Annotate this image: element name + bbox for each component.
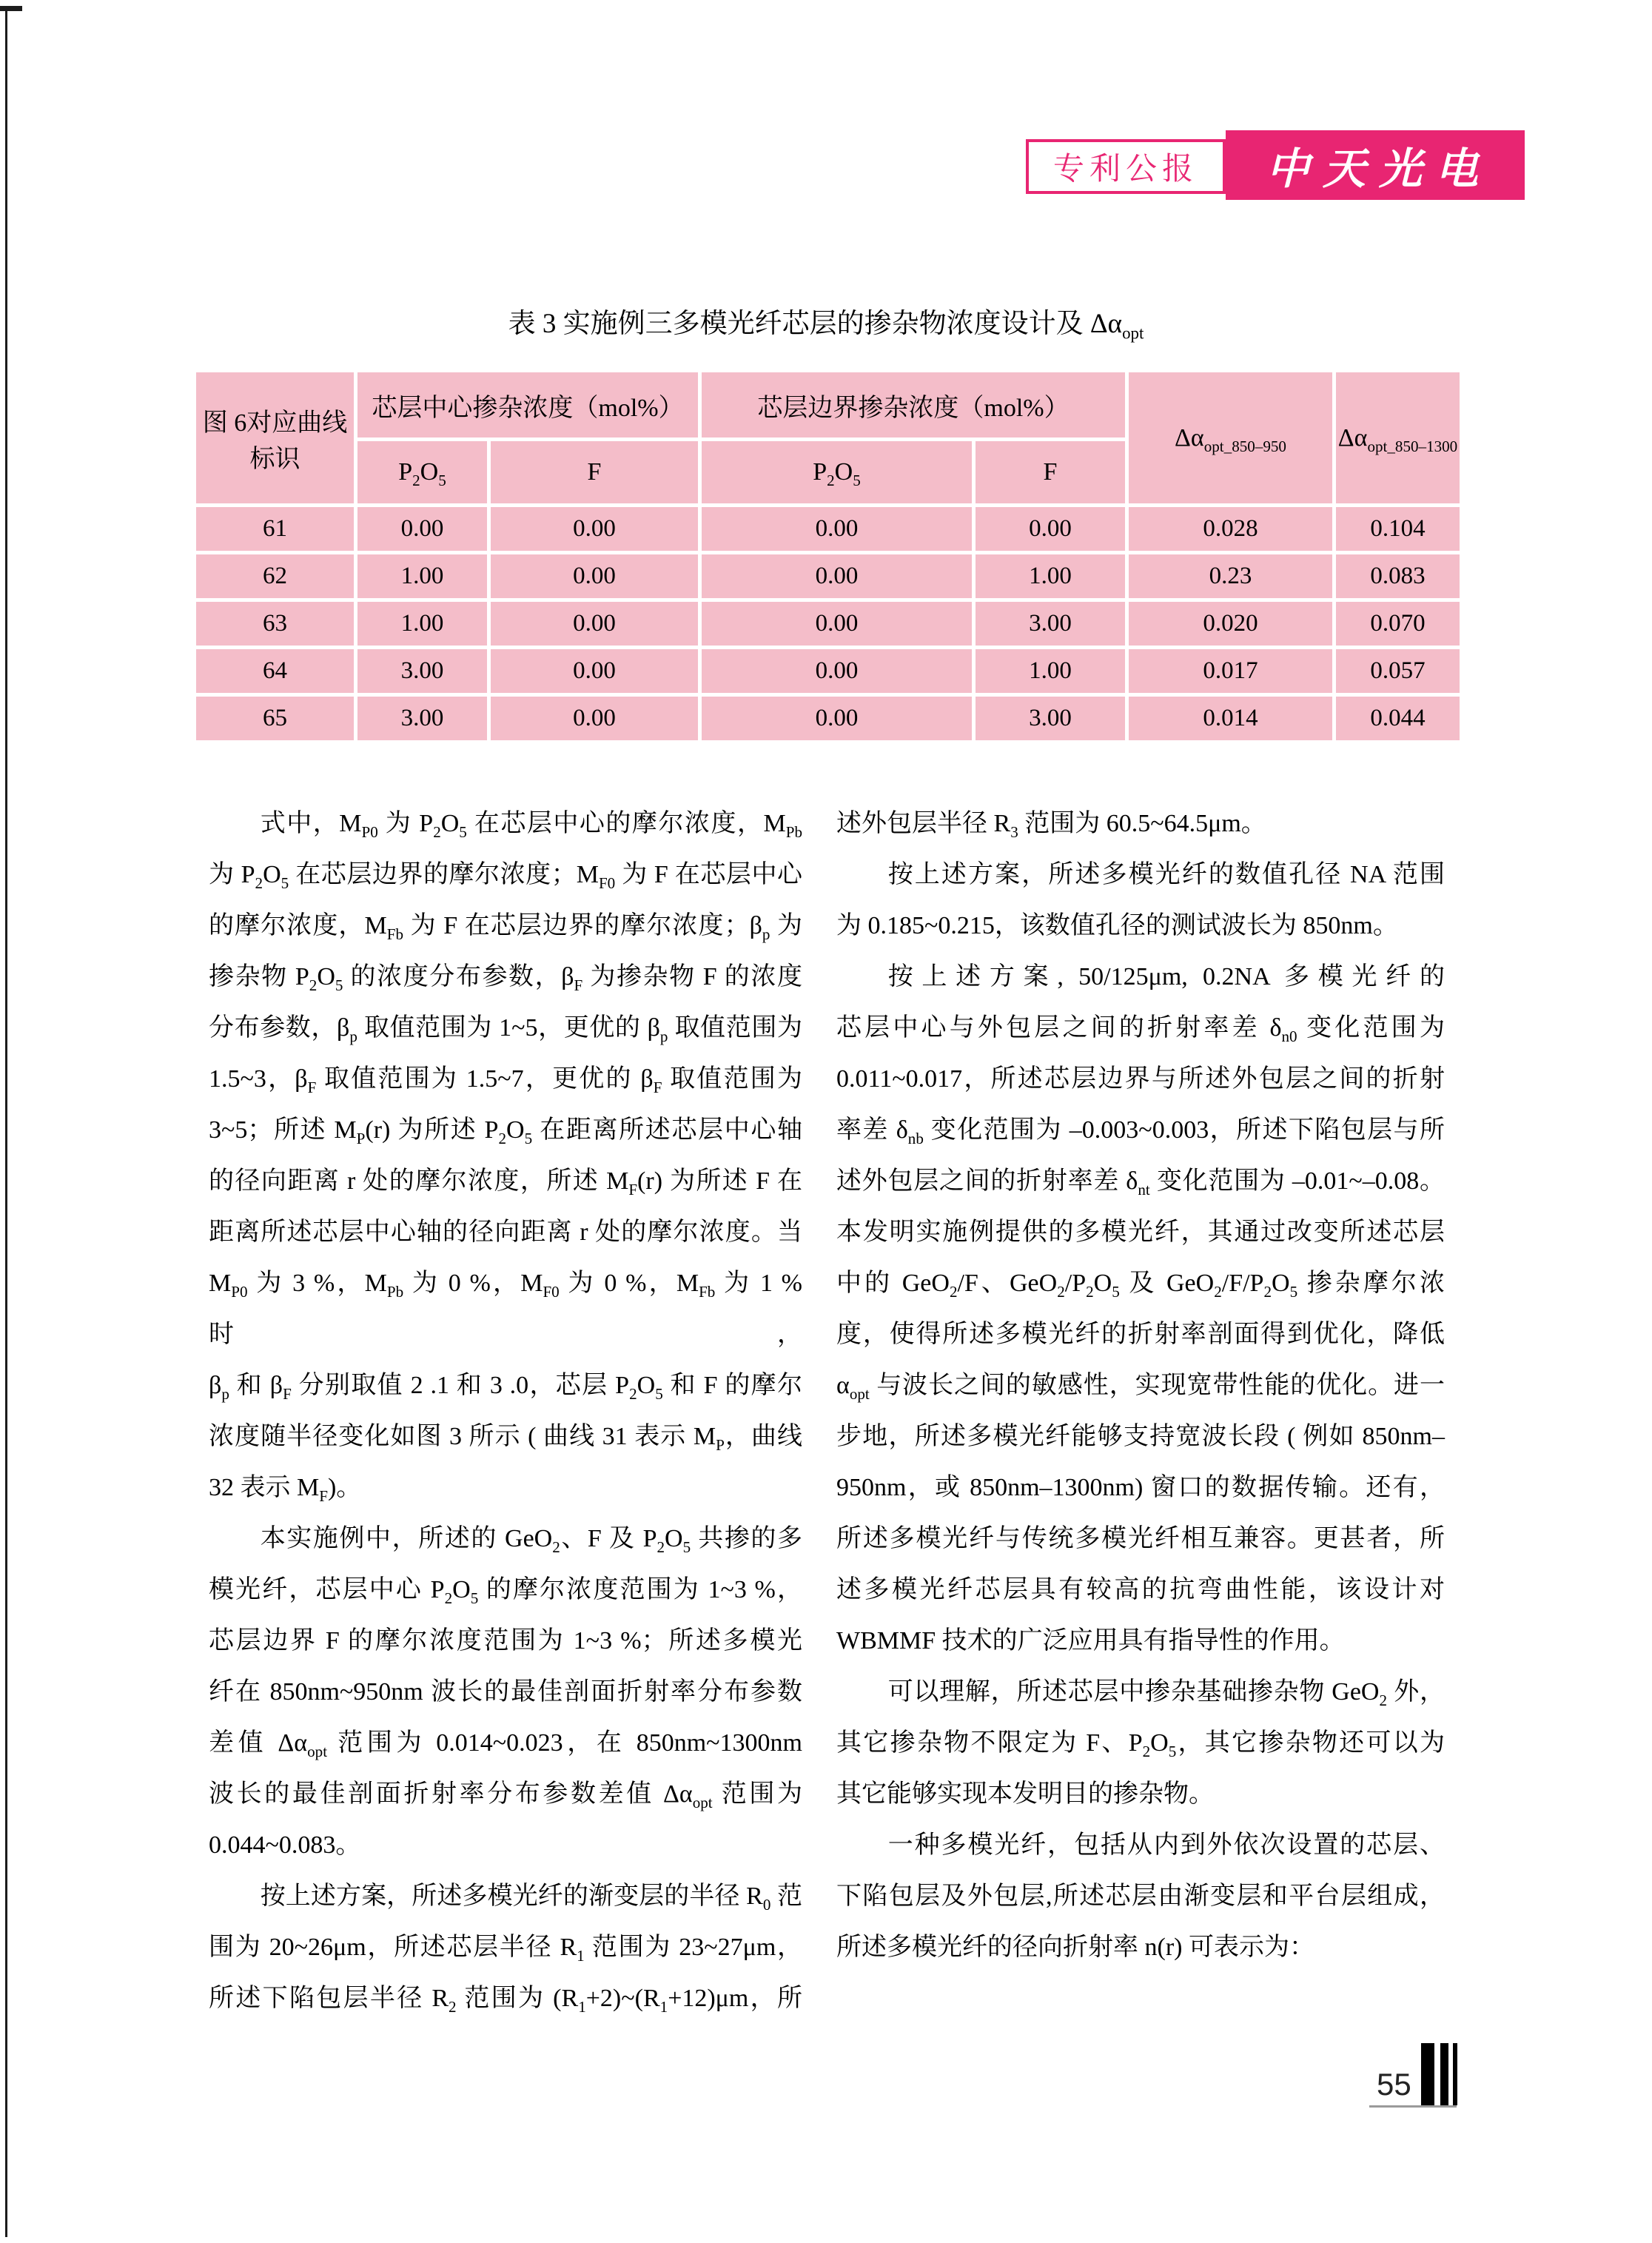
text-line: 0.044~0.083。 bbox=[209, 1831, 361, 1859]
scan-edge-line bbox=[5, 6, 7, 2237]
table-cell: 1.00 bbox=[974, 553, 1127, 600]
text-line: 本发明实施例提供的多模光纤，其通过改变所述芯层 bbox=[836, 1218, 1445, 1246]
col-header-p2o5-boundary: $P_2O_5$ bbox=[700, 440, 974, 506]
table-cell: 0.044 bbox=[1334, 695, 1462, 742]
text-line: 波长的最佳剖面折射率分布参数差值 $\Delta\alpha_{opt}$ 范围为 bbox=[209, 1780, 802, 1811]
table-cell: 0.00 bbox=[700, 506, 974, 553]
table-cell: 1.00 bbox=[974, 648, 1127, 695]
text-line: WBMMF 技术的广泛应用具有指导性的作用。 bbox=[836, 1627, 1345, 1654]
page-number: 55 bbox=[1377, 2067, 1411, 2102]
col-header-f-boundary: F bbox=[974, 440, 1127, 506]
table-cell: 62 bbox=[195, 553, 356, 600]
table-body bbox=[195, 506, 1462, 742]
text-line: 其它能够实现本发明目的掺杂物。 bbox=[836, 1780, 1214, 1808]
col-header-dalpha-850-950: $\Delta\alpha_{opt\_850-950}$ bbox=[1127, 371, 1334, 506]
table-cell: 61 bbox=[195, 506, 356, 553]
table-cell: 1.00 bbox=[356, 553, 489, 600]
table-cell: 3.00 bbox=[356, 695, 489, 742]
text-line: 芯层中心与外包层之间的折射率差 $\delta_{n0}$ 变化范围为 bbox=[836, 1014, 1445, 1045]
table-cell: 65 bbox=[195, 695, 356, 742]
table-cell: 64 bbox=[195, 648, 356, 695]
text-line: 分布参数，$\beta_p$ 取值范围为 1~5，更优的 $\beta_p$ 取值范围为 bbox=[209, 1014, 802, 1045]
text-line: 述外包层半径 $R_3$ 范围为 60.5~64.5μm。 bbox=[836, 810, 1266, 841]
table-cell: 0.057 bbox=[1334, 648, 1462, 695]
text-line: 按上述方案，所述多模光纤的数值孔径 NA 范围 bbox=[887, 861, 1445, 888]
table-cell: 63 bbox=[195, 600, 356, 648]
col-header-f-center: F bbox=[489, 440, 700, 506]
text-line: 的摩尔浓度，$M_{Fb}$ 为 F 在芯层边界的摩尔浓度；$\beta_p$ 为 bbox=[209, 912, 803, 943]
body-right-column bbox=[836, 798, 1445, 1973]
table-cell: 0.23 bbox=[1127, 553, 1334, 600]
table-cell: 0.00 bbox=[489, 648, 700, 695]
table-cell: 1.00 bbox=[356, 600, 489, 648]
text-line: 所述多模光纤的径向折射率 n(r) 可表示为： bbox=[836, 1934, 1314, 1961]
table-row bbox=[195, 600, 1462, 648]
doping-concentration-table bbox=[192, 369, 1463, 744]
brand-logo: 中天光电 bbox=[1226, 130, 1525, 200]
text-line: 下陷包层及外包层,所述芯层由渐变层和平台层组成， bbox=[836, 1882, 1445, 1910]
text-line: 本实施例中，所述的 GeO$_2$、F 及 $P_2O_5$ 共掺的多 bbox=[260, 1525, 802, 1556]
table-cell: 0.00 bbox=[974, 506, 1127, 553]
table-cell: 0.00 bbox=[356, 506, 489, 553]
table-cell: 0.00 bbox=[700, 695, 974, 742]
table-cell: 0.028 bbox=[1127, 506, 1334, 553]
table-cell: 3.00 bbox=[974, 695, 1127, 742]
text-line: 一种多模光纤，包括从内到外依次设置的芯层、 bbox=[887, 1831, 1445, 1859]
table-cell: 0.00 bbox=[700, 553, 974, 600]
patent-bulletin-badge: 专利公报 bbox=[1026, 139, 1226, 194]
col-header-dalpha-850-1300: $\Delta\alpha_{opt\_850-1300}$ bbox=[1334, 371, 1462, 506]
text-line: 距离所述芯层中心轴的径向距离 r 处的摩尔浓度。当 bbox=[209, 1218, 802, 1246]
scan-edge-tick bbox=[0, 6, 22, 11]
table-cell: 0.083 bbox=[1334, 553, 1462, 600]
text-line: 其它掺杂物不限定为 F、$P_2O_5$，其它掺杂物还可以为 bbox=[836, 1729, 1445, 1760]
footer-bar-icon bbox=[1421, 2043, 1434, 2105]
text-line: 为 0.185~0.215，该数值孔径的测试波长为 850nm。 bbox=[836, 912, 1398, 939]
col-header-curve-id: 图 6对应曲线 标识 bbox=[195, 371, 356, 506]
text-line: 32 表示 $M_F$)。 bbox=[209, 1474, 362, 1505]
text-line: $\beta_p$ 和 $\beta_F$ 分别取值 2 .1 和 3 .0，芯层 $P_2O_5$ 和 F 的摩尔 bbox=[209, 1372, 802, 1403]
text-line: 围为 20~26μm，所述芯层半径 $R_1$ 范围为 23~27μm， bbox=[209, 1934, 802, 1965]
text-line: 芯层边界 F 的摩尔浓度范围为 1~3 %；所述多模光 bbox=[209, 1627, 802, 1654]
table-title: 表 3 实施例三多模光纤芯层的掺杂物浓度设计及 $\Delta\alpha_{opt}$ bbox=[508, 309, 1144, 343]
table-row bbox=[195, 695, 1462, 742]
text-line: 式中，$M_{P0}$ 为 $P_2O_5$ 在芯层中心的摩尔浓度，$M_{Pb}$ bbox=[260, 810, 802, 841]
text-line: 度，使得所述多模光纤的折射率剖面得到优化，降低 bbox=[836, 1321, 1445, 1348]
text-line: 0.011~0.017，所述芯层边界与所述外包层之间的折射 bbox=[836, 1065, 1445, 1093]
col-header-boundary-doping-group: 芯层边界掺杂浓度（mol%） bbox=[700, 371, 1127, 440]
table-cell: 0.00 bbox=[700, 600, 974, 648]
text-line: 述外包层之间的折射率差 $\delta_{nt}$ 变化范围为 –0.01~–0.08。 bbox=[836, 1167, 1445, 1198]
table-cell: 0.00 bbox=[700, 648, 974, 695]
text-line: 所述多模光纤与传统多模光纤相互兼容。更甚者，所 bbox=[836, 1525, 1445, 1552]
text-line: $M_{P0}$ 为 3 %，$M_{Pb}$ 为 0 %，$M_{F0}$ 为 0 %，$M_{Fb}$ 为 1 % 时， bbox=[209, 1270, 803, 1348]
text-line: 掺杂物 $P_2O_5$ 的浓度分布参数，$\beta_F$ 为掺杂物 F 的浓度 bbox=[209, 963, 802, 994]
text-line: 所述下陷包层半径 $R_2$ 范围为 $(R_1+2)\sim(R_1+12)\mu m$，所 bbox=[209, 1985, 802, 2016]
text-line: 模光纤，芯层中心 $P_2O_5$ 的摩尔浓度范围为 1~3 %， bbox=[209, 1576, 802, 1607]
text-line: 按上述方案，所述多模光纤的渐变层的半径 $R_0$ 范 bbox=[260, 1882, 802, 1914]
text-line: 的径向距离 r 处的摩尔浓度，所述 $M_F(r)$ 为所述 F 在 bbox=[209, 1167, 802, 1198]
text-line: $\alpha_{opt}$ 与波长之间的敏感性，实现宽带性能的优化。进一 bbox=[836, 1372, 1445, 1403]
table-cell: 0.00 bbox=[489, 553, 700, 600]
text-line: 1.5~3，$\beta_F$ 取值范围为 1.5~7，更优的 $\beta_F$ 取值范围为 bbox=[209, 1065, 802, 1096]
footer-bar-icon bbox=[1440, 2043, 1448, 2105]
text-line: 步地，所述多模光纤能够支持宽波长段 ( 例如 850nm– bbox=[836, 1423, 1445, 1450]
col-header-p2o5-center: $P_2O_5$ bbox=[356, 440, 489, 506]
table-cell: 0.104 bbox=[1334, 506, 1462, 553]
table-cell: 0.00 bbox=[489, 506, 700, 553]
table-cell: 0.017 bbox=[1127, 648, 1334, 695]
text-line: 率差 $\delta_{nb}$ 变化范围为 –0.003~0.003，所述下陷包层与所 bbox=[836, 1116, 1445, 1147]
text-line: 按上述方案, 50/125μm, 0.2NA 多模光纤的 bbox=[887, 963, 1445, 990]
table-cell: 0.00 bbox=[489, 600, 700, 648]
text-line: 中的 GeO$_2$/F、$GeO_2/P_2O_5$ 及 $GeO_2/F/P_2O_5$ 掺杂摩尔浓 bbox=[836, 1270, 1446, 1301]
text-line: 950nm，或 850nm–1300nm) 窗口的数据传输。还有， bbox=[836, 1474, 1445, 1501]
text-line: 为 $P_2O_5$ 在芯层边界的摩尔浓度；$M_{F0}$ 为 F 在芯层中心 bbox=[209, 861, 802, 892]
footer-underline bbox=[1369, 2105, 1457, 2108]
col-header-center-doping-group: 芯层中心掺杂浓度（mol%） bbox=[356, 371, 700, 440]
text-line: 差值 $\Delta\alpha_{opt}$ 范围为 0.014~0.023，在 850nm~1300nm bbox=[209, 1729, 802, 1760]
table-row bbox=[195, 553, 1462, 600]
table-row bbox=[195, 506, 1462, 553]
table-cell: 0.070 bbox=[1334, 600, 1462, 648]
body-left-column bbox=[209, 798, 802, 2024]
text-line: 纤在 850nm~950nm 波长的最佳剖面折射率分布参数 bbox=[209, 1678, 802, 1706]
table-row bbox=[195, 648, 1462, 695]
text-line: 可以理解，所述芯层中掺杂基础掺杂物 GeO$_2$ 外， bbox=[887, 1678, 1446, 1709]
table-cell: 0.020 bbox=[1127, 600, 1334, 648]
table-cell: 0.014 bbox=[1127, 695, 1334, 742]
table-cell: 3.00 bbox=[356, 648, 489, 695]
text-line: 浓度随半径变化如图 3 所示 ( 曲线 31 表示 $M_P$，曲线 bbox=[209, 1423, 803, 1454]
table-cell: 3.00 bbox=[974, 600, 1127, 648]
text-line: 3~5；所述 $M_P(r)$ 为所述 $P_2O_5$ 在距离所述芯层中心轴 bbox=[209, 1116, 802, 1147]
table-cell: 0.00 bbox=[489, 695, 700, 742]
footer-bar-icon bbox=[1453, 2043, 1457, 2105]
text-line: 述多模光纤芯层具有较高的抗弯曲性能，该设计对 bbox=[836, 1576, 1445, 1603]
